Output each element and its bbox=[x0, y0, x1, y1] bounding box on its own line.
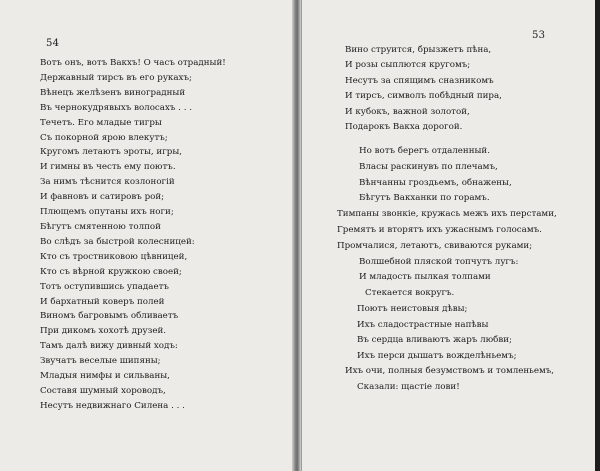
poem-line: Въ сердца вливаютъ жаръ любви; bbox=[357, 335, 512, 346]
poem-line: И младость пылкая толпами bbox=[359, 272, 491, 283]
poem-line: Промчалися, летаютъ, свиваются руками; bbox=[337, 240, 533, 251]
poem-line: Тотъ оступившись упадаетъ bbox=[40, 281, 169, 292]
poem-line: Бѣгутъ смятенною толпой bbox=[40, 221, 161, 232]
poem-line: Волшебной пляской топчутъ лугъ: bbox=[359, 256, 519, 267]
poem-line: Виномъ багровымъ обливаетъ bbox=[40, 311, 179, 322]
poem-line: Тимпаны звонкiе, кружась межъ ихъ перстами, bbox=[337, 209, 557, 220]
poem-line: Бѣгутъ Вакханки по горамъ. bbox=[359, 193, 490, 204]
book-gutter bbox=[292, 0, 301, 471]
left-page bbox=[0, 0, 293, 471]
left-page-poem bbox=[40, 56, 226, 414]
poem-line: Но вотъ берегъ отдаленный. bbox=[359, 146, 490, 156]
poem-line: За нимъ тѣснится козлоногiй bbox=[40, 177, 175, 188]
poem-line: И фавновъ и сатировъ рой; bbox=[40, 192, 165, 203]
poem-line: При дикомъ хохотѣ друзей. bbox=[40, 326, 167, 337]
poem-line: Поютъ неистовыя дѣвы; bbox=[357, 304, 468, 314]
poem-line: Власы раскинувъ по плечамъ, bbox=[359, 161, 498, 172]
poem-line: Во слѣдъ за быстрой колесницей: bbox=[40, 236, 195, 247]
poem-line: Ихъ перси дышатъ вожделѣньемъ; bbox=[357, 350, 517, 361]
poem-line: И кубокъ, важной золотой, bbox=[345, 106, 470, 117]
poem-line: Стекается вокругъ. bbox=[365, 288, 455, 299]
poem-line: Сказали: щастiе лови! bbox=[357, 381, 460, 392]
poem-line: Гремятъ и вторятъ ихъ ужаснымъ голосамъ. bbox=[337, 224, 542, 235]
poem-line: Младыя нимфы и сильваны, bbox=[40, 371, 170, 382]
poem-line: И розы сыплются кругомъ; bbox=[345, 60, 471, 71]
poem-line: Державный тирсъ въ его рукахъ; bbox=[40, 72, 192, 83]
left-page-number: 54 bbox=[46, 38, 60, 49]
page-edge bbox=[595, 0, 600, 471]
poem-line: Кругомъ летаютъ эроты, игры, bbox=[40, 147, 183, 158]
poem-line: Вино струится, брызжетъ пѣна, bbox=[345, 45, 492, 55]
poem-line: Вотъ онъ, вотъ Вакхъ! О часъ отрадный! bbox=[40, 58, 226, 68]
poem-line: Несутъ за спящимъ сназникомъ bbox=[345, 75, 494, 86]
poem-line: Звучатъ веселые шипяны; bbox=[40, 356, 161, 367]
poem-line: Кто съ вѣрной кружкою своей; bbox=[40, 266, 182, 277]
poem-line: Подарокъ Вакха дорогой. bbox=[345, 122, 463, 133]
poem-line: Въ чернокудрявыхъ волосахъ . . . bbox=[40, 102, 192, 113]
poem-line: И гимны въ честь ему поютъ. bbox=[40, 162, 176, 173]
poem-line: Плющемъ опутаны ихъ ноги; bbox=[40, 207, 174, 218]
right-page-number: 53 bbox=[532, 30, 546, 41]
poem-line: Ихъ сладострастные напѣвы bbox=[357, 319, 489, 330]
poem-line: Ихъ очи, полныя безумствомъ и томленьемъ, bbox=[345, 366, 555, 377]
poem-line: И тирсъ, символъ побѣдный пира, bbox=[345, 91, 502, 102]
poem-line: Вѣнецъ желѣзенъ виноградный bbox=[40, 87, 186, 98]
poem-line: Составя шумный хороводъ, bbox=[40, 385, 166, 396]
right-page-stanza-1 bbox=[345, 43, 502, 135]
poem-line: Съ покорной ярою влекутъ; bbox=[40, 132, 168, 143]
poem-line: И бархатный коверъ полей bbox=[40, 296, 165, 307]
poem-line: Кто съ тростниковою цѣвницей, bbox=[40, 251, 188, 262]
right-page-stanza-3 bbox=[345, 302, 554, 396]
poem-line: Течетъ. Его младые тигры bbox=[40, 117, 162, 128]
right-page-stanza-2 bbox=[337, 144, 557, 302]
poem-line: Вѣнчанны гроздьемъ, обнажены, bbox=[359, 177, 512, 188]
poem-line: Несутъ недвижнаго Силена . . . bbox=[40, 400, 185, 411]
poem-line: Тамъ далѣ вижу дивный ходъ: bbox=[40, 341, 178, 352]
